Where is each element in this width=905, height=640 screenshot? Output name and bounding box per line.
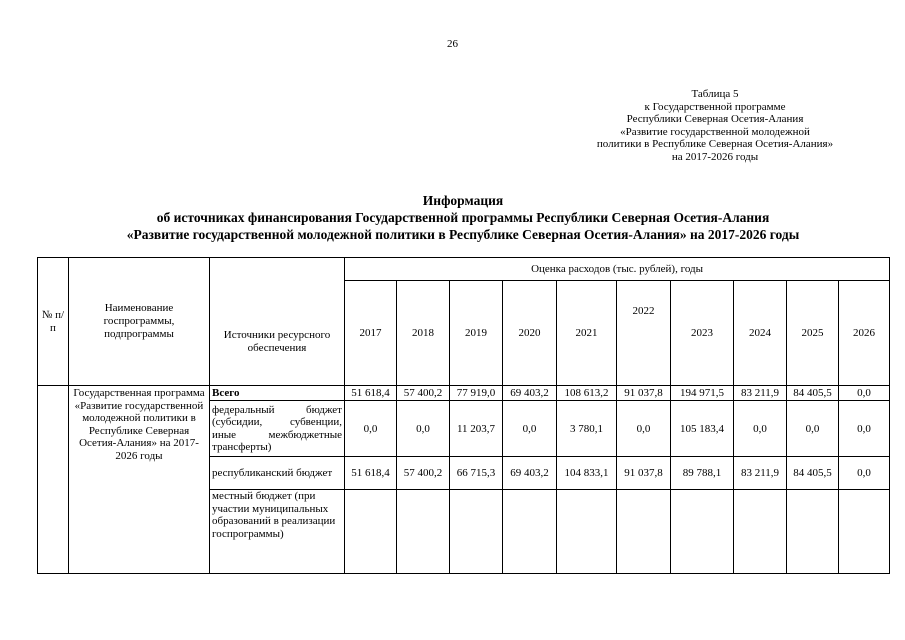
program-name: Государственная программа «Развитие государственной молодежной политики в Республике Северная Осетия-Алания» на 2017-2026 годы	[69, 386, 210, 574]
header-source: Источники ресурсного обеспечения	[210, 258, 345, 386]
header-num: № п/п	[38, 258, 69, 386]
value-cell: 57 400,2	[397, 386, 450, 401]
program-num	[38, 386, 69, 574]
value-cell: 0,0	[503, 401, 557, 457]
financing-table	[37, 257, 890, 574]
annex-line: к Государственной программе	[644, 100, 786, 113]
annex-line: Таблица 5	[691, 88, 739, 100]
header-row	[38, 258, 890, 281]
value-cell	[787, 490, 839, 574]
value-cell: 51 618,4	[345, 457, 397, 490]
value-cell: 77 919,0	[450, 386, 503, 401]
header-year: 2026	[839, 281, 890, 386]
value-cell: 0,0	[734, 401, 787, 457]
value-cell: 0,0	[839, 386, 890, 401]
value-cell: 57 400,2	[397, 457, 450, 490]
title-heading: Информация	[422, 193, 504, 208]
value-cell	[671, 490, 734, 574]
source-label: местный бюджет (при участии муниципальных образований в реализации госпрограммы)	[210, 490, 345, 574]
header-year: 2024	[734, 281, 787, 386]
value-cell	[557, 490, 617, 574]
header-year: 2023	[671, 281, 734, 386]
value-cell: 91 037,8	[617, 457, 671, 490]
value-cell: 51 618,4	[345, 386, 397, 401]
title-program-name: «Развитие государственной молодежной политики в Республике Северная Осетия-Алания» на 2017-2026 годы	[126, 227, 800, 242]
header-estimate: Оценка расходов (тыс. рублей), годы	[345, 258, 890, 281]
value-cell	[839, 490, 890, 574]
value-cell: 83 211,9	[734, 457, 787, 490]
source-label: Всего	[210, 386, 345, 401]
value-cell: 105 183,4	[671, 401, 734, 457]
value-cell: 0,0	[345, 401, 397, 457]
source-label: федеральный бюджет (субсидии, субвенции, иные межбюджетные трансферты)	[210, 401, 345, 457]
value-cell: 0,0	[617, 401, 671, 457]
value-cell: 0,0	[839, 401, 890, 457]
value-cell: 194 971,5	[671, 386, 734, 401]
annex-note	[560, 88, 870, 163]
value-cell: 89 788,1	[671, 457, 734, 490]
annex-line: на 2017-2026 годы	[671, 150, 759, 163]
annex-line: политики в Республике Северная Осетия-Алания»	[596, 138, 834, 150]
header-year: 2019	[450, 281, 503, 386]
page-number: 26	[447, 38, 458, 50]
value-cell: 108 613,2	[557, 386, 617, 401]
document-title	[40, 192, 886, 243]
header-year: 2020	[503, 281, 557, 386]
value-cell: 66 715,3	[450, 457, 503, 490]
title-subheading: об источниках финансирования Государственной программы Республики Северная Осетия-Алания	[156, 210, 770, 225]
header-year: 2017	[345, 281, 397, 386]
header-year: 2025	[787, 281, 839, 386]
table-row-total	[38, 386, 890, 401]
header-program-name: Наименование госпрограммы, подпрограммы	[69, 258, 210, 386]
value-cell: 11 203,7	[450, 401, 503, 457]
value-cell: 91 037,8	[617, 386, 671, 401]
value-cell: 69 403,2	[503, 457, 557, 490]
source-label: республиканский бюджет	[210, 457, 345, 490]
header-year: 2021	[557, 281, 617, 386]
value-cell	[397, 490, 450, 574]
value-cell	[345, 490, 397, 574]
value-cell	[617, 490, 671, 574]
value-cell	[503, 490, 557, 574]
value-cell: 0,0	[397, 401, 450, 457]
value-cell: 0,0	[787, 401, 839, 457]
value-cell: 83 211,9	[734, 386, 787, 401]
value-cell: 69 403,2	[503, 386, 557, 401]
value-cell: 0,0	[839, 457, 890, 490]
annex-line: «Развитие государственной молодежной	[620, 125, 810, 138]
value-cell	[734, 490, 787, 574]
value-cell: 84 405,5	[787, 386, 839, 401]
value-cell	[450, 490, 503, 574]
value-cell: 104 833,1	[557, 457, 617, 490]
value-cell: 84 405,5	[787, 457, 839, 490]
annex-line: Республики Северная Осетия-Алания	[626, 113, 804, 125]
header-year: 2022	[617, 281, 671, 386]
value-cell: 3 780,1	[557, 401, 617, 457]
header-year: 2018	[397, 281, 450, 386]
